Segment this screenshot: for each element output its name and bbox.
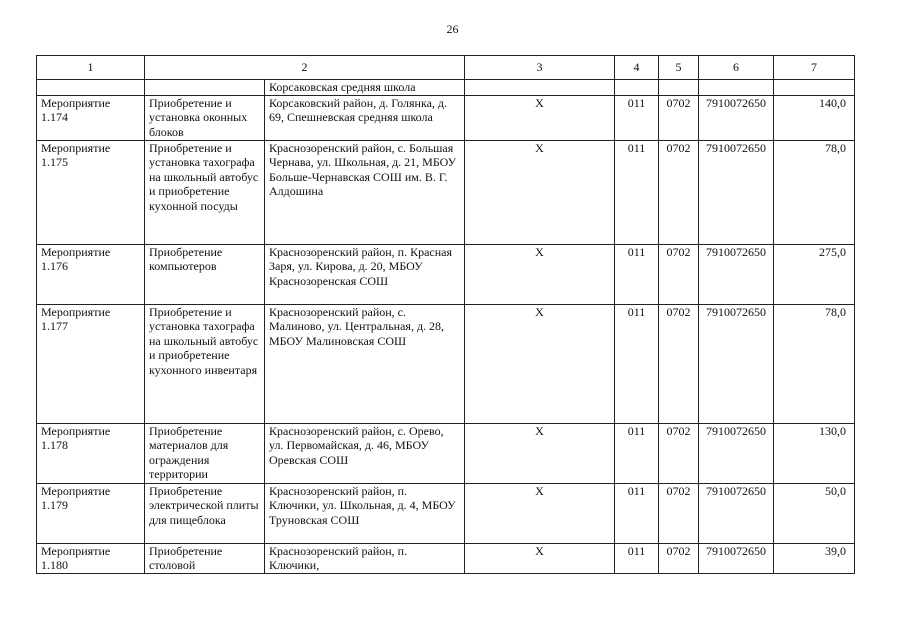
address-cell: Краснозоренский район, п. Красная Заря, ул. Кирова, д. 20, МБОУ Краснозоренская СОШ [265, 244, 465, 304]
description-cell: Приобретение компьютеров [145, 244, 265, 304]
col4-cell: 011 [615, 483, 659, 543]
continuation-col4 [615, 80, 659, 96]
col7-cell: 130,0 [774, 423, 855, 483]
col5-cell: 0702 [659, 304, 699, 423]
col3-cell: Х [465, 244, 615, 304]
continuation-measure [37, 80, 145, 96]
col7-cell: 78,0 [774, 140, 855, 244]
table-row [37, 95, 855, 140]
col6-cell: 7910072650 [699, 483, 774, 543]
page-number: 26 [446, 22, 459, 36]
col3-cell: Х [465, 140, 615, 244]
header-col-7: 7 [774, 56, 855, 80]
col7-cell: 275,0 [774, 244, 855, 304]
col4-cell: 011 [615, 304, 659, 423]
address-cell: Краснозоренский район, с. Большая Чернава, ул. Школьная, д. 21, МБОУ Больше-Чернавская СОШ им. В. Г. Алдошина [265, 140, 465, 244]
col6-cell: 7910072650 [699, 304, 774, 423]
table-row [37, 244, 855, 304]
measure-cell: Мероприятие 1.179 [37, 483, 145, 543]
header-col-5: 5 [659, 56, 699, 80]
col4-cell: 011 [615, 543, 659, 573]
col7-cell: 78,0 [774, 304, 855, 423]
header-col-1: 1 [37, 56, 145, 80]
description-cell: Приобретение материалов для ограждения территории [145, 423, 265, 483]
measure-cell: Мероприятие 1.176 [37, 244, 145, 304]
continuation-col3 [465, 80, 615, 96]
description-cell: Приобретение и установка тахографа на школьный автобус и приобретение кухонной посуды [145, 140, 265, 244]
col6-cell: 7910072650 [699, 244, 774, 304]
address-cell: Краснозоренский район, с. Малиново, ул. Центральная, д. 28, МБОУ Малиновская СОШ [265, 304, 465, 423]
header-col-2: 2 [145, 56, 465, 80]
col7-cell: 50,0 [774, 483, 855, 543]
measure-cell: Мероприятие 1.180 [37, 543, 145, 573]
header-col-6: 6 [699, 56, 774, 80]
address-cell: Краснозоренский район, п. Ключики, ул. Школьная, д. 4, МБОУ Труновская СОШ [265, 483, 465, 543]
address-cell: Краснозоренский район, п. Ключики, [265, 543, 465, 573]
measure-cell: Мероприятие 1.178 [37, 423, 145, 483]
col3-cell: Х [465, 304, 615, 423]
address-cell: Краснозоренский район, с. Орево, ул. Первомайская, д. 46, МБОУ Оревская СОШ [265, 423, 465, 483]
col7-cell: 39,0 [774, 543, 855, 573]
col5-cell: 0702 [659, 483, 699, 543]
table-row [37, 304, 855, 423]
col7-cell: 140,0 [774, 95, 855, 140]
col5-cell: 0702 [659, 140, 699, 244]
col5-cell: 0702 [659, 244, 699, 304]
col4-cell: 011 [615, 244, 659, 304]
col5-cell: 0702 [659, 423, 699, 483]
address-cell: Корсаковский район, д. Голянка, д. 69, Спешневская средняя школа [265, 95, 465, 140]
col4-cell: 011 [615, 140, 659, 244]
header-col-4: 4 [615, 56, 659, 80]
continuation-col7 [774, 80, 855, 96]
col4-cell: 011 [615, 95, 659, 140]
measure-cell: Мероприятие 1.175 [37, 140, 145, 244]
col3-cell: Х [465, 543, 615, 573]
measure-cell: Мероприятие 1.174 [37, 95, 145, 140]
col6-cell: 7910072650 [699, 140, 774, 244]
col3-cell: Х [465, 95, 615, 140]
description-cell: Приобретение и установка тахографа на школьный автобус и приобретение кухонного инвентаря [145, 304, 265, 423]
col5-cell: 0702 [659, 543, 699, 573]
col4-cell: 011 [615, 423, 659, 483]
table-row [37, 543, 855, 573]
continuation-col5 [659, 80, 699, 96]
continuation-address: Корсаковская средняя школа [265, 80, 465, 96]
continuation-col6 [699, 80, 774, 96]
table-row [37, 483, 855, 543]
table-row [37, 423, 855, 483]
description-cell: Приобретение электрической плиты для пищеблока [145, 483, 265, 543]
description-cell: Приобретение столовой [145, 543, 265, 573]
col5-cell: 0702 [659, 95, 699, 140]
budget-table [36, 55, 855, 574]
continuation-row [37, 80, 855, 96]
col6-cell: 7910072650 [699, 423, 774, 483]
col6-cell: 7910072650 [699, 95, 774, 140]
measure-cell: Мероприятие 1.177 [37, 304, 145, 423]
table-row [37, 140, 855, 244]
description-cell: Приобретение и установка оконных блоков [145, 95, 265, 140]
col6-cell: 7910072650 [699, 543, 774, 573]
header-col-3: 3 [465, 56, 615, 80]
col3-cell: Х [465, 483, 615, 543]
table-header-row [37, 56, 855, 80]
continuation-description [145, 80, 265, 96]
col3-cell: Х [465, 423, 615, 483]
table-body [37, 56, 855, 574]
